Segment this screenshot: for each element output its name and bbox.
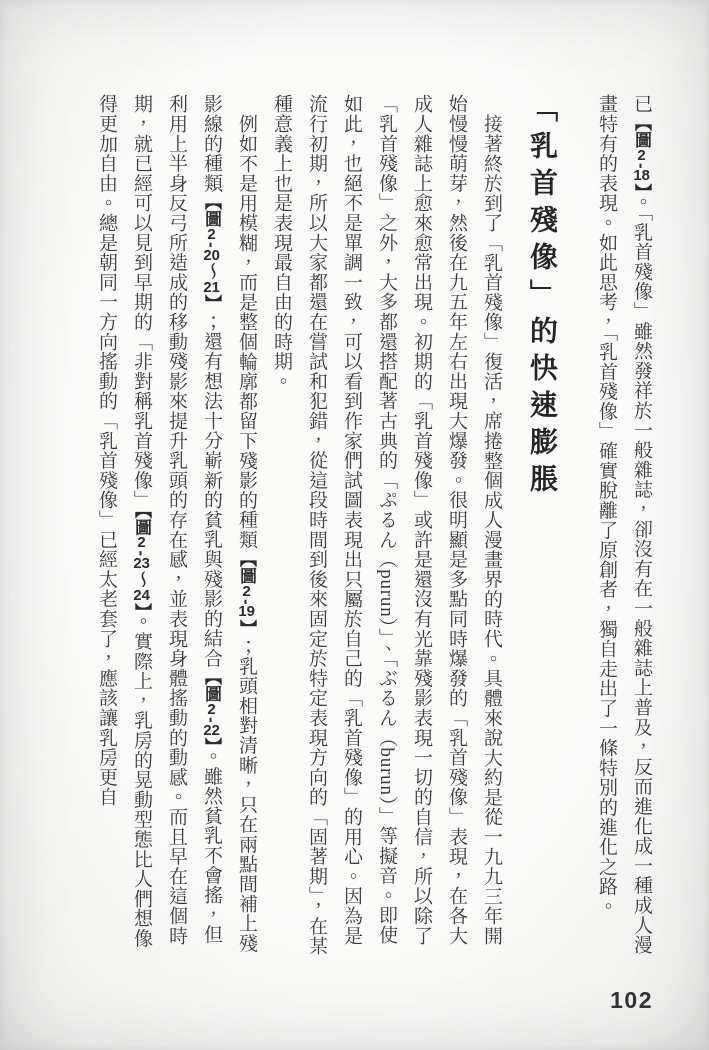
figure-number: 2: [207, 227, 216, 242]
paragraph: 已【圖2-18】。「乳首殘像」雖然發祥於一般雜誌，卻沒有在一般雜誌上普及，反而進化成一種成人漫畫特有的表現。如此思考，「乳首殘像」確實脫離了原創者，獨自走出了一條特別的進化之路。: [596, 94, 652, 955]
paragraph: 例如不是用模糊，而是整個輪廓都留下殘影的種類【圖2-19】；乳頭相對清晰，只在兩點間補上殘影線的種類【圖2-20～21】；還有想法十分嶄新的貧乳與殘影的結合【圖2-22】。雖然貧乳不會搖，但利用上半身反弓所造成的移動殘影來提升乳頭的存在感，並表現身體搖動的動感。而且早在這個時期，就已經可以見到早期的「非對稱乳首殘像」【圖2-23～24】。實際上，乳房的晃動型態比人們想像得更加自由。總是朝同一方向搖動的「乳首殘像」已經太老套了，應該讓乳房更自: [96, 94, 257, 954]
paragraph: 接著終於到了「乳首殘像」復活，席捲整個成人漫畫界的時代。具體來說大約是從一九九三年開始慢慢萌芽，然後在九五年左右出現大爆發。很明顯是多點同時爆發的「乳首殘像」表現，在各大成人雜誌上愈來愈常出現。初期的「乳首殘像」或許是還沒有光靠殘影表現一切的自信，所以除了「乳首殘像」之外，大多都還搭配著古典的「ぷるん（purun）」、「ぶるん（burun）」等擬音。即使如此，也絕不是單調一致，可以看到作家們試圖表現出只屬於自己的「乳首殘像」的用心。因為是流行初期，所以大家都還在嘗試和犯錯，從這段時間到後來固定於特定表現方向的「固著期」，在某種意義上也是表現最自由的時期。: [271, 94, 502, 956]
figure-reference: 【圖2-18】: [632, 113, 651, 192]
figure-reference: 【圖2-22】: [202, 668, 221, 747]
page-number: 102: [610, 987, 653, 1013]
section-heading: 「乳首殘像」的快速膨脹: [527, 94, 558, 501]
figure-number: 20: [203, 247, 220, 263]
figure-number: 2: [137, 535, 146, 551]
figure-number: 22: [203, 722, 220, 738]
figure-number: 2: [242, 583, 251, 599]
figure-reference: 【圖2-20～21】: [202, 193, 221, 312]
figure-number: 24: [133, 587, 150, 603]
figure-number: 23: [133, 555, 150, 571]
figure-number: 19: [238, 604, 255, 620]
article-flow: [45, 94, 659, 962]
figure-number: 21: [203, 279, 220, 295]
figure-number: 18: [633, 168, 650, 184]
figure-reference: 【圖2-19】: [237, 549, 256, 637]
figure-number: 2: [207, 702, 216, 718]
figure-number: 2: [637, 147, 646, 163]
figure-reference: 【圖2-23～24】: [132, 509, 151, 612]
